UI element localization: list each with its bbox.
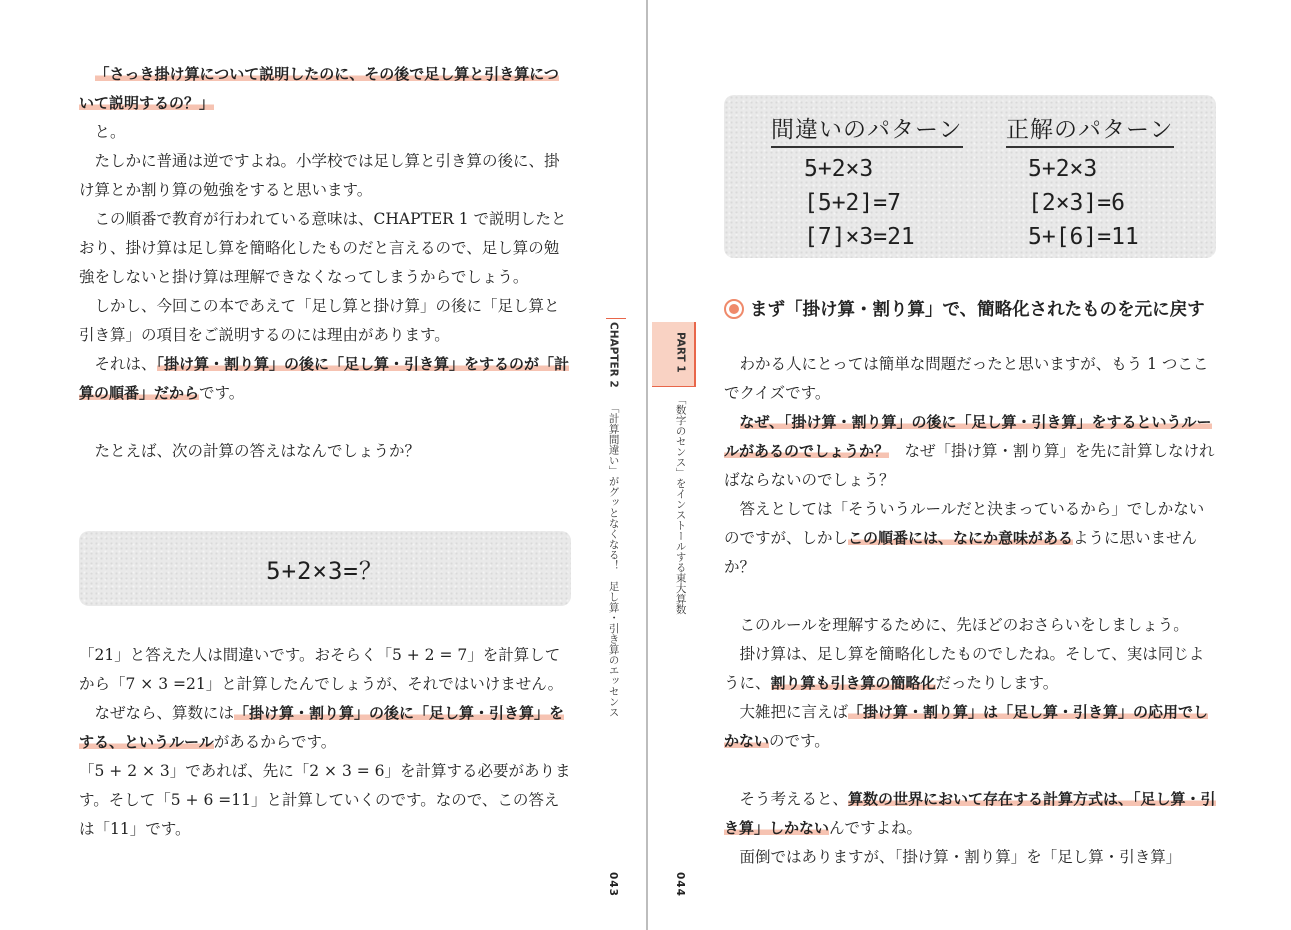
right-page: [648, 0, 1291, 930]
wrong-line-2: [5+2]=7: [804, 190, 901, 216]
highlighted-text: 割り算も引き算の簡略化: [770, 674, 936, 692]
correct-line-1: 5+2×3: [1028, 156, 1098, 182]
wrong-line-3: [7]×3=21: [804, 224, 915, 250]
wrong-pattern: [771, 111, 963, 254]
page-number-left: 043: [607, 872, 619, 897]
quiz-box: [79, 531, 571, 606]
text-segment: このルールを理解するために、先ほどのおさらいをしましょう。: [739, 616, 1189, 634]
book-title: 「数字のセンス」をインストールする東大算数: [674, 394, 687, 615]
paragraph: [724, 843, 1218, 872]
text-segment: たとえば、次の計算の答えはなんでしょうか？: [94, 442, 421, 460]
section-heading-text: まず「掛け算・割り算」で、簡略化されたものを元に戻す: [750, 300, 1205, 320]
paragraph: [79, 147, 573, 205]
correct-line-2: [2×3]=6: [1028, 190, 1125, 216]
wrong-line-1: 5+2×3: [804, 156, 874, 182]
text-segment: なぜなら、算数には: [94, 704, 235, 722]
text-segment: 大雑把に言えば: [739, 703, 849, 721]
paragraph: [79, 437, 573, 466]
paragraph: [724, 350, 1218, 408]
paragraph: [724, 611, 1218, 640]
paragraph: [724, 785, 1218, 843]
paragraph: [79, 60, 573, 118]
text-segment: それは、: [94, 355, 157, 373]
paragraph: [79, 292, 573, 350]
paragraph: [79, 350, 573, 408]
chapter-title: 「計算間違い」がグッとなくなる！ 足し算・引き算のエッセンス: [607, 402, 620, 718]
chapter-rule: [606, 318, 626, 319]
left-top-text: [79, 60, 573, 466]
part-label: PART 1: [674, 332, 687, 373]
chapter-running-head: [607, 322, 620, 717]
highlighted-text: 「掛け算・割り算」の後に「足し算・引き算」をするのが「計算の順番」だから: [79, 355, 570, 402]
text-segment: があるからです。: [213, 733, 337, 751]
blank-line: [724, 582, 1218, 611]
chapter-label: CHAPTER 2: [607, 322, 620, 388]
highlighted-text: なぜ、「掛け算・割り算」の後に「足し算・引き算」をするというルールがあるのでしょうか？: [724, 413, 1212, 460]
target-bullet-icon: [724, 299, 744, 319]
paragraph: [724, 640, 1218, 698]
text-segment: そう考えると、: [739, 790, 849, 808]
text-segment: だったりします。: [935, 674, 1059, 692]
text-segment: 面倒ではありますが、「掛け算・割り算」を「足し算・引き算」: [739, 848, 1182, 866]
highlighted-text: この順番には、なにか意味がある: [848, 529, 1074, 547]
text-segment: ように思いませんか？: [724, 529, 1198, 576]
paragraph: [79, 205, 573, 292]
text-segment: なぜ「掛け算・割り算」を先に計算しなければならないのでしょう？: [724, 442, 1215, 489]
text-segment: 掛け算は、足し算を簡略化したものでしたね。そして、実は同じように、: [724, 645, 1205, 692]
paragraph: [724, 698, 1218, 756]
text-segment: 「21」と答えた人は間違いです。おそらく「5 + 2 = 7」を計算してから「7 × 3 =21」と計算したんでしょうが、それではいけません。: [79, 646, 564, 693]
paragraph: [724, 495, 1218, 582]
highlighted-text: 「掛け算・割り算」の後に「足し算・引き算」をする、というルール: [79, 704, 565, 751]
text-segment: しかし、今回この本であえて「足し算と掛け算」の後に「足し算と引き算」の項目をご説明するのには理由があります。: [79, 297, 560, 344]
highlighted-text: 算数の世界において存在する計算方式は、「足し算・引き算」しかない: [724, 790, 1216, 837]
section-heading: [724, 296, 1224, 321]
text-segment: たしかに普通は逆ですよね。小学校では足し算と引き算の後に、掛け算とか割り算の勉強をすると思います。: [79, 152, 560, 199]
paragraph: [79, 699, 573, 757]
blank-line: [724, 756, 1218, 785]
highlighted-text: 「さっき掛け算について説明したのに、その後で足し算と引き算について説明するの？」: [79, 65, 559, 112]
correct-pattern: [1006, 111, 1174, 254]
text-segment: のです。: [769, 732, 830, 750]
paragraph: [79, 118, 573, 147]
wrong-pattern-title: 間違いのパターン: [771, 111, 963, 148]
correct-pattern-title: 正解のパターン: [1006, 111, 1174, 148]
text-segment: この順番で教育が行われている意味は、CHAPTER 1 で説明したとおり、掛け算は足し算を簡略化したものだと言えるので、足し算の勉強をしないと掛け算は理解できなくなってしまうからでしょう。: [79, 210, 567, 286]
right-body-text: [724, 350, 1218, 872]
text-segment: と。: [94, 123, 126, 141]
paragraph: [724, 408, 1218, 495]
highlighted-text: 「掛け算・割り算」は「足し算・引き算」の応用でしかない: [724, 703, 1209, 750]
blank-line: [79, 408, 573, 437]
left-bottom-text: [79, 641, 573, 844]
text-segment: んですよね。: [829, 819, 923, 837]
text-segment: です。: [199, 384, 245, 402]
quiz-equation: 5+2×3=？: [266, 557, 384, 585]
text-segment: わかる人にとっては簡単な問題だったと思いますが、もう 1 つここでクイズです。: [724, 355, 1209, 402]
paragraph: [79, 757, 573, 844]
pattern-box: [724, 95, 1216, 258]
paragraph: [79, 641, 573, 699]
correct-line-3: 5+[6]=11: [1028, 224, 1139, 250]
page-number-right: 044: [674, 872, 686, 897]
text-segment: 答えとしては「そういうルールだと決まっているから」でしかないのですが、しかし: [724, 500, 1205, 547]
text-segment: 「5 + 2 × 3」であれば、先に「2 × 3 = 6」を計算する必要があります。そして「5 + 6 =11」と計算していくのです。なので、この答えは「11」です。: [79, 762, 571, 838]
